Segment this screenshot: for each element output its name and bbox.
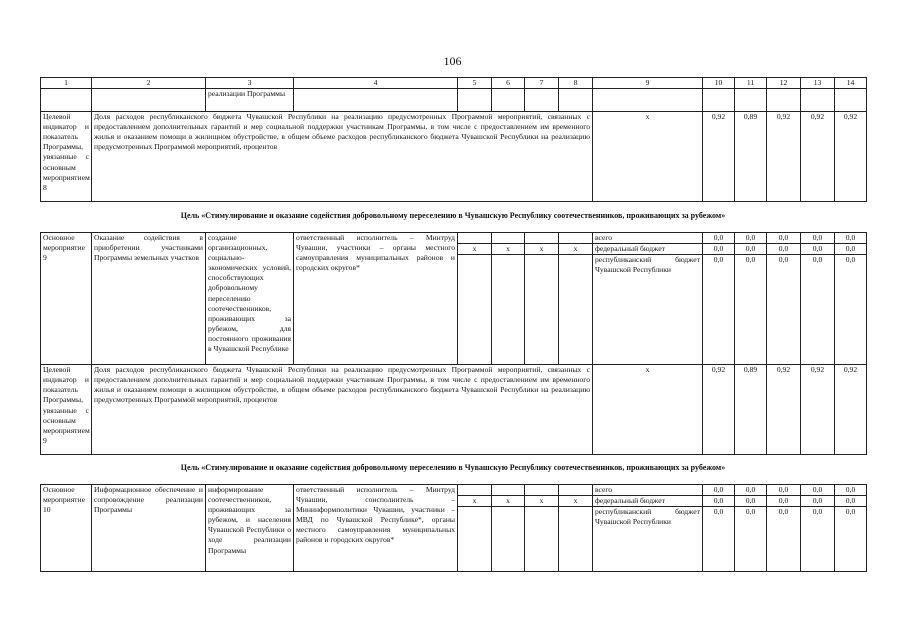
indicator-8-value-13: 0,92 (801, 112, 835, 202)
indicator-9-text: Доля расходов республиканского бюджета Чувашской Республики на реализацию предусмотренных Программой мероприятий, связанных с предоставлением дополнительных гарантий и мер социальной поддержки участникам Программы, в том числе с предоставлением им временного жилья и оказанием помощи в жилищном обустройстве, в общем объеме расходов республиканского бюджета Чувашской Республики на реализацию предусмотренных Программой мероприятий, процентов (92, 365, 593, 455)
event-10-republic-10: 0,0 (703, 507, 735, 572)
event-9-federal-12: 0,0 (767, 244, 801, 255)
col-header-7: 7 (525, 78, 559, 89)
column-number-row (41, 78, 867, 89)
col-header-12: 12 (767, 78, 801, 89)
event-10-federal-13: 0,0 (801, 496, 835, 507)
event-10-name: Информационное обеспечение и сопровождение реализации Программы (92, 485, 206, 572)
col-header-11: 11 (735, 78, 767, 89)
goal-heading-2: Цель «Стимулирование и оказание содействия добровольному переселению в Чувашскую Республику соотечественников, проживающих за рубежом» (180, 463, 726, 472)
event-9-republic-12: 0,0 (767, 255, 801, 365)
event-9-total-12: 0,0 (767, 233, 801, 244)
event-10-republic-11: 0,0 (735, 507, 767, 572)
indicator-8-value-14: 0,92 (835, 112, 867, 202)
event-9-row-total (41, 233, 867, 244)
event-9-label: Основное мероприятие 9 (41, 233, 92, 365)
indicator-8-row (41, 112, 867, 202)
event-9-source-federal: федеральный бюджет (593, 244, 703, 255)
event-9-republic-10: 0,0 (703, 255, 735, 365)
event-9-republic-14: 0,0 (835, 255, 867, 365)
col-header-4: 4 (294, 78, 458, 89)
event-9-federal-11: 0,0 (735, 244, 767, 255)
event-10-federal-10: 0,0 (703, 496, 735, 507)
event-9-code-7: x (525, 244, 559, 255)
event-10-executor: ответственный исполнитель – Минтруд Чувашии, соисполнитель – Мининформполитики Чувашии, участники – МВД по Чувашской Республике*, органы местного самоуправления муниципальных районов и городских округов* (294, 485, 458, 572)
col-header-6: 6 (492, 78, 525, 89)
event-9-name: Оказание содействия в приобретении участниками Программы земельных участков (92, 233, 206, 365)
event-10-federal-14: 0,0 (835, 496, 867, 507)
indicator-8-value-11: 0,89 (735, 112, 767, 202)
indicator-9-value-11: 0,89 (735, 365, 767, 455)
col-header-9: 9 (593, 78, 703, 89)
event-9-federal-14: 0,0 (835, 244, 867, 255)
event-10-code-6: x (492, 496, 525, 507)
col-header-13: 13 (801, 78, 835, 89)
indicator-9-value-12: 0,92 (767, 365, 801, 455)
cont-result-cell: реализации Программы (206, 89, 294, 112)
event-9-total-14: 0,0 (835, 233, 867, 244)
col-header-10: 10 (703, 78, 735, 89)
event-9-federal-10: 0,0 (703, 244, 735, 255)
event-9-source-total: всего (593, 233, 703, 244)
event-10-total-14: 0,0 (835, 485, 867, 496)
event-10-total-11: 0,0 (735, 485, 767, 496)
indicator-9-x: x (593, 365, 703, 455)
event-9-total-10: 0,0 (703, 233, 735, 244)
event-9-result: создание организационных, социально-экономических условий, способствующих добровольному переселению соотечественников, проживающих за рубежом, для постоянного проживания в Чувашской Республике (206, 233, 294, 365)
indicator-8-value-10: 0,92 (703, 112, 735, 202)
indicator-8-x: x (593, 112, 703, 202)
event-9-executor: ответственный исполнитель – Минтруд Чувашии, участники – органы местного самоуправления муниципальных районов и городских округов* (294, 233, 458, 365)
indicator-9-value-10: 0,92 (703, 365, 735, 455)
program-table-part-2 (40, 232, 867, 455)
event-10-total-10: 0,0 (703, 485, 735, 496)
program-table-part-1 (40, 77, 867, 202)
event-10-republic-14: 0,0 (835, 507, 867, 572)
event-9-federal-13: 0,0 (801, 244, 835, 255)
indicator-9-value-14: 0,92 (835, 365, 867, 455)
goal-heading-1: Цель «Стимулирование и оказание содействия добровольному переселению в Чувашскую Республику соотечественников, проживающих за рубежом» (180, 211, 726, 220)
event-9-code-6: x (492, 244, 525, 255)
col-header-2: 2 (92, 78, 206, 89)
page-number: 106 (443, 54, 462, 68)
event-10-code-5: x (458, 496, 492, 507)
indicator-8-value-12: 0,92 (767, 112, 801, 202)
indicator-9-row (41, 365, 867, 455)
event-10-republic-12: 0,0 (767, 507, 801, 572)
event-10-label: Основное мероприятие 10 (41, 485, 92, 572)
col-header-14: 14 (835, 78, 867, 89)
indicator-8-text: Доля расходов республиканского бюджета Чувашской Республики на реализацию предусмотренных Программой мероприятий, связанных с предоставлением дополнительных гарантий и мер социальной поддержки участникам Программы, в том числе с предоставлением им временного жилья и оказанием помощи в жилищном обустройстве, в общем объеме расходов республиканского бюджета Чувашской Республики на реализацию предусмотренных Программой мероприятий, процентов (92, 112, 593, 202)
event-10-federal-12: 0,0 (767, 496, 801, 507)
event-9-source-republic: республиканский бюджет Чувашской Республики (593, 255, 703, 365)
event-9-total-11: 0,0 (735, 233, 767, 244)
event-10-code-8: x (559, 496, 593, 507)
col-header-3: 3 (206, 78, 294, 89)
event-10-row-total (41, 485, 867, 496)
event-9-total-13: 0,0 (801, 233, 835, 244)
indicator-9-label: Целевой индикатор и показатель Программы, увязанные с основным мероприятием 9 (41, 365, 92, 455)
event-10-total-13: 0,0 (801, 485, 835, 496)
col-header-5: 5 (458, 78, 492, 89)
event-10-republic-13: 0,0 (801, 507, 835, 572)
continuation-row (41, 89, 867, 112)
event-10-total-12: 0,0 (767, 485, 801, 496)
indicator-8-label: Целевой индикатор и показатель Программы, увязанные с основным мероприятием 8 (41, 112, 92, 202)
event-9-code-8: x (559, 244, 593, 255)
event-10-code-7: x (525, 496, 559, 507)
event-10-federal-11: 0,0 (735, 496, 767, 507)
col-header-1: 1 (41, 78, 92, 89)
indicator-9-value-13: 0,92 (801, 365, 835, 455)
event-10-result: информирование соотечественников, проживающих за рубежом, и населения Чувашской Республики о ходе реализации Программы (206, 485, 294, 572)
event-10-source-federal: федеральный бюджет (593, 496, 703, 507)
event-9-code-5: x (458, 244, 492, 255)
program-table-part-3 (40, 484, 867, 572)
event-9-republic-13: 0,0 (801, 255, 835, 365)
col-header-8: 8 (559, 78, 593, 89)
event-10-source-republic: республиканский бюджет Чувашской Республики (593, 507, 703, 572)
event-10-source-total: всего (593, 485, 703, 496)
event-9-republic-11: 0,0 (735, 255, 767, 365)
